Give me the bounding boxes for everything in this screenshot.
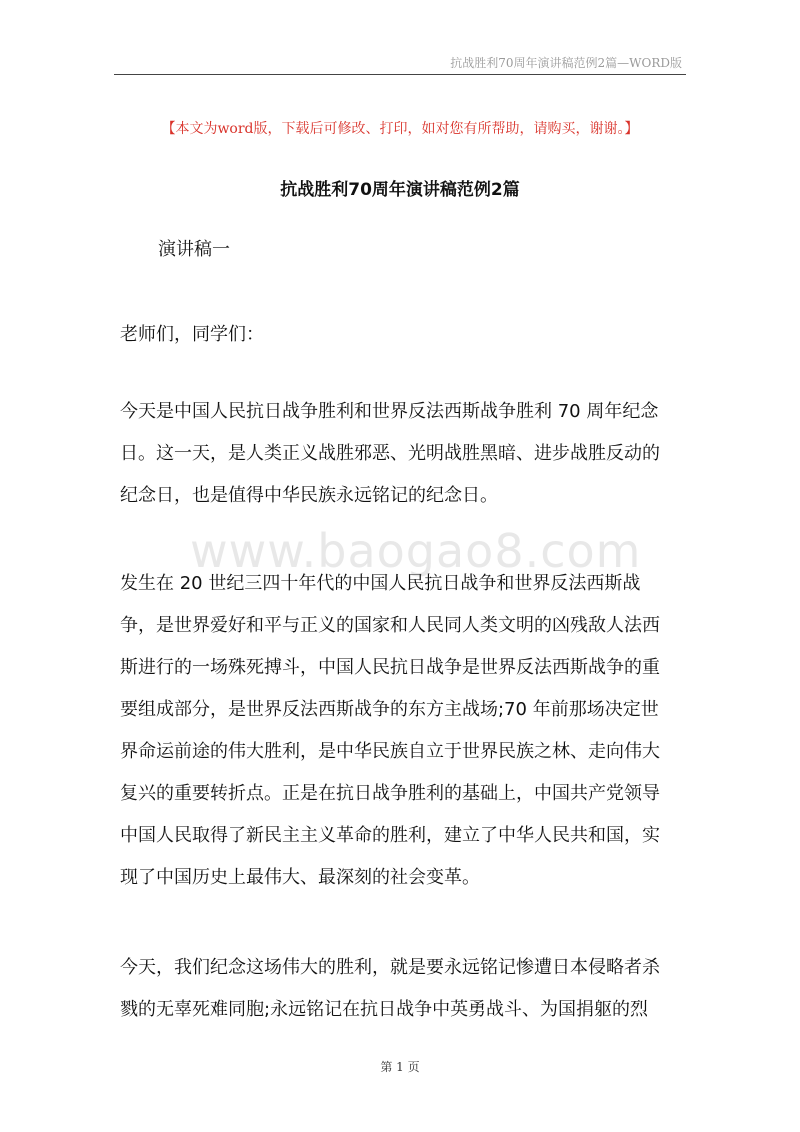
salutation: 老师们，同学们：	[120, 324, 264, 345]
paragraph-line: 要组成部分，是世界反法西斯战争的东方主战场;70 年前那场决定世	[120, 699, 659, 720]
purchase-notice: 【本文为word版，下载后可修改、打印，如对您有所帮助，请购买，谢谢。】	[161, 121, 639, 137]
paragraph-line: 日。这一天，是人类正义战胜邪恶、光明战胜黑暗、进步战胜反动的	[120, 443, 660, 464]
paragraph-line: 今天，我们纪念这场伟大的胜利，就是要永远铭记惨遭日本侵略者杀	[120, 957, 660, 978]
paragraph-line: 发生在 20 世纪三四十年代的中国人民抗日战争和世界反法西斯战	[120, 573, 641, 594]
paragraph-line: 界命运前途的伟大胜利，是中华民族自立于世界民族之林、走向伟大	[120, 741, 660, 762]
section-heading: 演讲稿一	[158, 239, 230, 260]
paragraph-line: 斯进行的一场殊死搏斗，中国人民抗日战争是世界反法西斯战争的重	[120, 657, 660, 678]
paragraph-line: 复兴的重要转折点。正是在抗日战争胜利的基础上，中国共产党领导	[120, 783, 660, 804]
paragraph-line: 争，是世界爱好和平与正义的国家和人民同人类文明的凶残敌人法西	[120, 615, 660, 636]
header-divider	[114, 74, 686, 75]
paragraph-line: 戮的无辜死难同胞;永远铭记在抗日战争中英勇战斗、为国捐躯的烈	[120, 999, 649, 1020]
page-number: 第 1 页	[380, 1060, 420, 1074]
document-title: 抗战胜利70周年演讲稿范例2篇	[280, 180, 520, 200]
paragraph-line: 今天是中国人民抗日战争胜利和世界反法西斯战争胜利 70 周年纪念	[120, 401, 659, 422]
watermark: www.baogao8.com	[190, 524, 642, 578]
paragraph-line: 中国人民取得了新民主主义革命的胜利，建立了中华人民共和国，实	[120, 825, 660, 846]
paragraph-line: 现了中国历史上最伟大、最深刻的社会变革。	[120, 867, 480, 888]
paragraph-line: 纪念日，也是值得中华民族永远铭记的纪念日。	[120, 485, 498, 506]
running-header: 抗战胜利70周年演讲稿范例2篇—WORD版	[450, 56, 682, 70]
